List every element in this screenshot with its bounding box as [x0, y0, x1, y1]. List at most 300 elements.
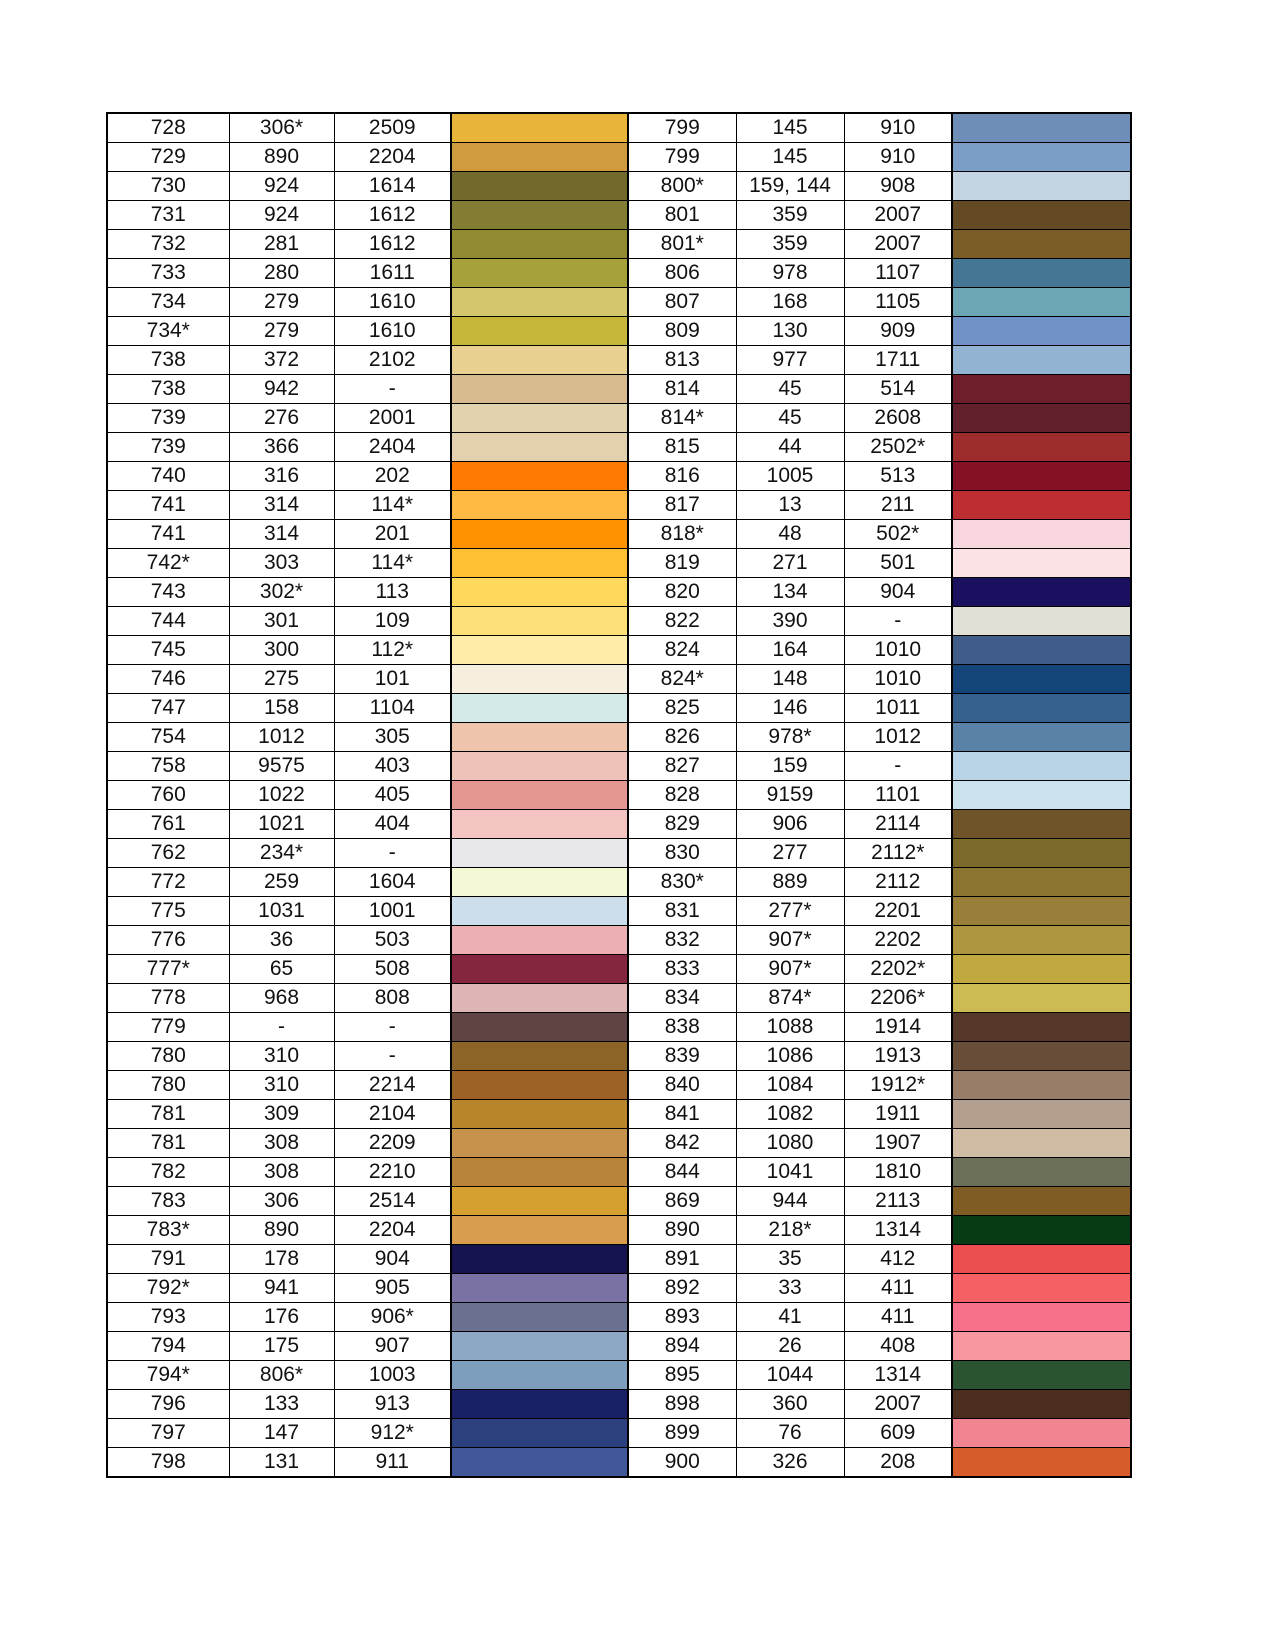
left-code-cell-2: 942 [229, 375, 334, 404]
right-code-cell-1: 799 [628, 143, 736, 172]
left-code-cell-1: 782 [107, 1158, 229, 1187]
left-code-cell-1: 744 [107, 607, 229, 636]
left-code-cell-1: 791 [107, 1245, 229, 1274]
table-row [107, 1216, 1131, 1245]
left-color-swatch [451, 1042, 628, 1071]
table-row [107, 665, 1131, 694]
right-code-cell-1: 829 [628, 810, 736, 839]
table-row [107, 839, 1131, 868]
left-code-cell-2: 924 [229, 201, 334, 230]
right-color-swatch [952, 1448, 1131, 1478]
left-code-cell-1: 776 [107, 926, 229, 955]
right-code-cell-2: 277* [736, 897, 844, 926]
left-code-cell-2: 308 [229, 1129, 334, 1158]
left-code-cell-2: 806* [229, 1361, 334, 1390]
right-code-cell-3: 1711 [844, 346, 952, 375]
left-code-cell-2: 1012 [229, 723, 334, 752]
right-code-cell-3: 910 [844, 143, 952, 172]
right-code-cell-2: 218* [736, 1216, 844, 1245]
table-row [107, 375, 1131, 404]
right-code-cell-2: 978* [736, 723, 844, 752]
table-row [107, 926, 1131, 955]
left-color-swatch [451, 1361, 628, 1390]
left-code-cell-1: 728 [107, 113, 229, 143]
right-code-cell-2: 359 [736, 230, 844, 259]
left-code-cell-1: 741 [107, 520, 229, 549]
color-conversion-table [106, 112, 1132, 1478]
right-code-cell-2: 145 [736, 143, 844, 172]
left-code-cell-1: 797 [107, 1419, 229, 1448]
left-code-cell-2: 968 [229, 984, 334, 1013]
left-color-swatch [451, 346, 628, 375]
left-code-cell-3: 114* [334, 491, 451, 520]
left-code-cell-2: 366 [229, 433, 334, 462]
left-code-cell-2: 158 [229, 694, 334, 723]
table-row [107, 259, 1131, 288]
right-color-swatch [952, 1390, 1131, 1419]
table-row [107, 1419, 1131, 1448]
left-code-cell-3: 202 [334, 462, 451, 491]
left-code-cell-2: 234* [229, 839, 334, 868]
right-code-cell-2: 130 [736, 317, 844, 346]
left-code-cell-3: 113 [334, 578, 451, 607]
right-code-cell-1: 820 [628, 578, 736, 607]
left-color-swatch [451, 752, 628, 781]
right-code-cell-3: 1912* [844, 1071, 952, 1100]
right-color-swatch [952, 113, 1131, 143]
right-code-cell-2: 134 [736, 578, 844, 607]
right-code-cell-1: 825 [628, 694, 736, 723]
left-code-cell-3: - [334, 375, 451, 404]
right-code-cell-2: 906 [736, 810, 844, 839]
right-code-cell-2: 33 [736, 1274, 844, 1303]
left-code-cell-2: 279 [229, 288, 334, 317]
table-row [107, 172, 1131, 201]
left-code-cell-3: 808 [334, 984, 451, 1013]
left-code-cell-3: 114* [334, 549, 451, 578]
left-code-cell-3: 1001 [334, 897, 451, 926]
table-row [107, 752, 1131, 781]
left-code-cell-3: 905 [334, 1274, 451, 1303]
right-code-cell-1: 806 [628, 259, 736, 288]
right-code-cell-3: 1810 [844, 1158, 952, 1187]
left-code-cell-2: 310 [229, 1042, 334, 1071]
right-code-cell-1: 801 [628, 201, 736, 230]
left-color-swatch [451, 665, 628, 694]
left-color-swatch [451, 810, 628, 839]
left-code-cell-1: 738 [107, 346, 229, 375]
right-code-cell-2: 35 [736, 1245, 844, 1274]
table-row [107, 433, 1131, 462]
left-color-swatch [451, 404, 628, 433]
table-row [107, 1274, 1131, 1303]
left-code-cell-2: 276 [229, 404, 334, 433]
left-code-cell-1: 779 [107, 1013, 229, 1042]
right-code-cell-2: 1041 [736, 1158, 844, 1187]
right-code-cell-3: 904 [844, 578, 952, 607]
left-code-cell-2: 302* [229, 578, 334, 607]
right-code-cell-2: 978 [736, 259, 844, 288]
left-code-cell-2: 147 [229, 1419, 334, 1448]
right-code-cell-1: 898 [628, 1390, 736, 1419]
left-color-swatch [451, 1274, 628, 1303]
right-code-cell-3: 2502* [844, 433, 952, 462]
left-code-cell-1: 772 [107, 868, 229, 897]
right-code-cell-1: 814* [628, 404, 736, 433]
left-code-cell-1: 794* [107, 1361, 229, 1390]
left-code-cell-2: 9575 [229, 752, 334, 781]
table-row [107, 781, 1131, 810]
right-code-cell-1: 831 [628, 897, 736, 926]
left-color-swatch [451, 1158, 628, 1187]
left-color-swatch [451, 1419, 628, 1448]
right-code-cell-1: 890 [628, 1216, 736, 1245]
left-code-cell-3: 2209 [334, 1129, 451, 1158]
left-code-cell-2: 303 [229, 549, 334, 578]
right-color-swatch [952, 578, 1131, 607]
right-code-cell-1: 841 [628, 1100, 736, 1129]
table-row [107, 317, 1131, 346]
table-row [107, 491, 1131, 520]
right-code-cell-2: 1044 [736, 1361, 844, 1390]
right-color-swatch [952, 491, 1131, 520]
right-color-swatch [952, 1361, 1131, 1390]
right-code-cell-2: 1005 [736, 462, 844, 491]
right-color-swatch [952, 926, 1131, 955]
right-color-swatch [952, 172, 1131, 201]
right-color-swatch [952, 781, 1131, 810]
left-code-cell-3: 405 [334, 781, 451, 810]
right-color-swatch [952, 1274, 1131, 1303]
left-color-swatch [451, 984, 628, 1013]
left-code-cell-1: 731 [107, 201, 229, 230]
right-code-cell-3: 1010 [844, 665, 952, 694]
left-code-cell-3: 1003 [334, 1361, 451, 1390]
right-color-swatch [952, 1042, 1131, 1071]
left-code-cell-1: 747 [107, 694, 229, 723]
right-color-swatch [952, 259, 1131, 288]
left-color-swatch [451, 1216, 628, 1245]
left-code-cell-3: - [334, 1013, 451, 1042]
left-code-cell-3: 913 [334, 1390, 451, 1419]
right-code-cell-2: 45 [736, 404, 844, 433]
right-code-cell-3: 909 [844, 317, 952, 346]
left-code-cell-1: 734* [107, 317, 229, 346]
left-code-cell-2: 1022 [229, 781, 334, 810]
right-code-cell-3: 1011 [844, 694, 952, 723]
right-color-swatch [952, 723, 1131, 752]
right-code-cell-2: 26 [736, 1332, 844, 1361]
left-color-swatch [451, 868, 628, 897]
left-code-cell-1: 730 [107, 172, 229, 201]
left-color-swatch [451, 172, 628, 201]
table-row [107, 607, 1131, 636]
right-code-cell-2: 907* [736, 955, 844, 984]
right-code-cell-1: 899 [628, 1419, 736, 1448]
right-code-cell-2: 907* [736, 926, 844, 955]
left-code-cell-3: 101 [334, 665, 451, 694]
table-row [107, 1187, 1131, 1216]
left-color-swatch [451, 839, 628, 868]
right-code-cell-2: 326 [736, 1448, 844, 1478]
left-code-cell-1: 732 [107, 230, 229, 259]
left-code-cell-1: 781 [107, 1129, 229, 1158]
right-code-cell-1: 822 [628, 607, 736, 636]
right-code-cell-1: 830 [628, 839, 736, 868]
left-code-cell-3: 1604 [334, 868, 451, 897]
left-code-cell-1: 740 [107, 462, 229, 491]
right-code-cell-3: 1911 [844, 1100, 952, 1129]
right-code-cell-3: 2113 [844, 1187, 952, 1216]
left-code-cell-1: 793 [107, 1303, 229, 1332]
right-code-cell-2: 944 [736, 1187, 844, 1216]
right-color-swatch [952, 607, 1131, 636]
right-color-swatch [952, 462, 1131, 491]
right-color-swatch [952, 810, 1131, 839]
right-code-cell-3: 211 [844, 491, 952, 520]
left-code-cell-1: 734 [107, 288, 229, 317]
right-color-swatch [952, 346, 1131, 375]
left-code-cell-1: 778 [107, 984, 229, 1013]
right-code-cell-3: 908 [844, 172, 952, 201]
right-code-cell-3: 502* [844, 520, 952, 549]
left-code-cell-3: 1610 [334, 317, 451, 346]
left-code-cell-3: 2204 [334, 143, 451, 172]
right-color-swatch [952, 1216, 1131, 1245]
right-color-swatch [952, 839, 1131, 868]
table-row [107, 462, 1131, 491]
right-code-cell-3: 2007 [844, 230, 952, 259]
table-row [107, 113, 1131, 143]
left-color-swatch [451, 549, 628, 578]
right-code-cell-1: 892 [628, 1274, 736, 1303]
right-color-swatch [952, 1071, 1131, 1100]
right-code-cell-3: 609 [844, 1419, 952, 1448]
left-code-cell-3: 2102 [334, 346, 451, 375]
table-body [107, 113, 1131, 1477]
left-code-cell-1: 777* [107, 955, 229, 984]
table-row [107, 346, 1131, 375]
left-code-cell-2: 306 [229, 1187, 334, 1216]
right-code-cell-1: 844 [628, 1158, 736, 1187]
left-code-cell-1: 738 [107, 375, 229, 404]
left-code-cell-3: 907 [334, 1332, 451, 1361]
left-code-cell-1: 746 [107, 665, 229, 694]
table-row [107, 810, 1131, 839]
right-code-cell-1: 891 [628, 1245, 736, 1274]
left-code-cell-3: 2001 [334, 404, 451, 433]
right-code-cell-3: 2608 [844, 404, 952, 433]
right-color-swatch [952, 1332, 1131, 1361]
left-code-cell-3: 2214 [334, 1071, 451, 1100]
left-code-cell-3: 904 [334, 1245, 451, 1274]
left-code-cell-1: 742* [107, 549, 229, 578]
left-code-cell-2: 131 [229, 1448, 334, 1478]
right-code-cell-3: 1012 [844, 723, 952, 752]
left-color-swatch [451, 113, 628, 143]
right-code-cell-2: 9159 [736, 781, 844, 810]
right-code-cell-1: 839 [628, 1042, 736, 1071]
left-code-cell-1: 760 [107, 781, 229, 810]
right-color-swatch [952, 694, 1131, 723]
right-code-cell-1: 832 [628, 926, 736, 955]
left-color-swatch [451, 259, 628, 288]
right-code-cell-1: 818* [628, 520, 736, 549]
left-code-cell-1: 745 [107, 636, 229, 665]
right-code-cell-3: - [844, 752, 952, 781]
left-code-cell-3: 906* [334, 1303, 451, 1332]
right-code-cell-1: 842 [628, 1129, 736, 1158]
left-color-swatch [451, 201, 628, 230]
right-code-cell-2: 360 [736, 1390, 844, 1419]
left-code-cell-3: 1612 [334, 230, 451, 259]
right-code-cell-3: 1010 [844, 636, 952, 665]
right-color-swatch [952, 143, 1131, 172]
left-code-cell-3: 305 [334, 723, 451, 752]
left-code-cell-3: 404 [334, 810, 451, 839]
left-code-cell-3: 1612 [334, 201, 451, 230]
right-code-cell-1: 816 [628, 462, 736, 491]
table-row [107, 694, 1131, 723]
left-code-cell-1: 794 [107, 1332, 229, 1361]
table-row [107, 404, 1131, 433]
left-color-swatch [451, 1129, 628, 1158]
table-row [107, 636, 1131, 665]
right-code-cell-1: 807 [628, 288, 736, 317]
right-code-cell-2: 359 [736, 201, 844, 230]
left-code-cell-1: 792* [107, 1274, 229, 1303]
right-code-cell-3: 208 [844, 1448, 952, 1478]
right-code-cell-3: 2007 [844, 201, 952, 230]
right-code-cell-1: 815 [628, 433, 736, 462]
table-row [107, 201, 1131, 230]
right-code-cell-2: 889 [736, 868, 844, 897]
left-code-cell-3: 503 [334, 926, 451, 955]
right-code-cell-1: 819 [628, 549, 736, 578]
left-code-cell-1: 743 [107, 578, 229, 607]
left-code-cell-3: 112* [334, 636, 451, 665]
right-code-cell-3: 2206* [844, 984, 952, 1013]
table-row [107, 1332, 1131, 1361]
left-code-cell-1: 796 [107, 1390, 229, 1419]
left-code-cell-2: 1031 [229, 897, 334, 926]
left-color-swatch [451, 433, 628, 462]
left-code-cell-1: 733 [107, 259, 229, 288]
right-color-swatch [952, 520, 1131, 549]
right-color-swatch [952, 752, 1131, 781]
right-code-cell-2: 41 [736, 1303, 844, 1332]
right-code-cell-2: 145 [736, 113, 844, 143]
left-code-cell-1: 783* [107, 1216, 229, 1245]
right-code-cell-1: 869 [628, 1187, 736, 1216]
left-code-cell-3: 911 [334, 1448, 451, 1478]
right-color-swatch [952, 1245, 1131, 1274]
left-code-cell-2: 372 [229, 346, 334, 375]
right-code-cell-1: 840 [628, 1071, 736, 1100]
right-code-cell-2: 44 [736, 433, 844, 462]
table-row [107, 1303, 1131, 1332]
right-color-swatch [952, 1187, 1131, 1216]
left-code-cell-2: 924 [229, 172, 334, 201]
right-code-cell-2: 159 [736, 752, 844, 781]
left-code-cell-1: 780 [107, 1071, 229, 1100]
left-code-cell-2: 890 [229, 1216, 334, 1245]
right-code-cell-3: 1914 [844, 1013, 952, 1042]
left-color-swatch [451, 955, 628, 984]
right-code-cell-3: 501 [844, 549, 952, 578]
right-code-cell-2: 1086 [736, 1042, 844, 1071]
left-code-cell-3: - [334, 1042, 451, 1071]
left-code-cell-3: 912* [334, 1419, 451, 1448]
left-code-cell-1: 781 [107, 1100, 229, 1129]
table-row [107, 955, 1131, 984]
left-code-cell-1: 754 [107, 723, 229, 752]
table-row [107, 1071, 1131, 1100]
right-code-cell-1: 827 [628, 752, 736, 781]
right-color-swatch [952, 230, 1131, 259]
left-code-cell-1: 761 [107, 810, 229, 839]
right-code-cell-1: 895 [628, 1361, 736, 1390]
left-code-cell-2: 280 [229, 259, 334, 288]
right-code-cell-1: 833 [628, 955, 736, 984]
left-color-swatch [451, 491, 628, 520]
left-code-cell-1: 783 [107, 1187, 229, 1216]
left-code-cell-2: 275 [229, 665, 334, 694]
right-code-cell-3: 2114 [844, 810, 952, 839]
left-code-cell-2: 941 [229, 1274, 334, 1303]
left-code-cell-3: 1614 [334, 172, 451, 201]
right-code-cell-3: 514 [844, 375, 952, 404]
right-color-swatch [952, 1303, 1131, 1332]
left-code-cell-2: 300 [229, 636, 334, 665]
table-row [107, 1100, 1131, 1129]
left-code-cell-1: 762 [107, 839, 229, 868]
left-code-cell-1: 758 [107, 752, 229, 781]
right-code-cell-2: 390 [736, 607, 844, 636]
left-code-cell-3: 508 [334, 955, 451, 984]
right-code-cell-2: 76 [736, 1419, 844, 1448]
right-code-cell-2: 13 [736, 491, 844, 520]
left-color-swatch [451, 288, 628, 317]
table-row [107, 1013, 1131, 1042]
left-code-cell-3: 2404 [334, 433, 451, 462]
right-code-cell-2: 164 [736, 636, 844, 665]
right-code-cell-1: 834 [628, 984, 736, 1013]
left-color-swatch [451, 1187, 628, 1216]
left-code-cell-2: 259 [229, 868, 334, 897]
right-code-cell-3: - [844, 607, 952, 636]
right-code-cell-3: 2202 [844, 926, 952, 955]
left-code-cell-2: 314 [229, 520, 334, 549]
left-color-swatch [451, 636, 628, 665]
left-color-swatch [451, 578, 628, 607]
right-code-cell-3: 1913 [844, 1042, 952, 1071]
left-code-cell-3: 2204 [334, 1216, 451, 1245]
left-code-cell-2: 890 [229, 143, 334, 172]
right-color-swatch [952, 1013, 1131, 1042]
right-code-cell-3: 408 [844, 1332, 952, 1361]
right-code-cell-1: 893 [628, 1303, 736, 1332]
left-code-cell-2: 1021 [229, 810, 334, 839]
left-code-cell-3: 1610 [334, 288, 451, 317]
right-code-cell-1: 801* [628, 230, 736, 259]
right-color-swatch [952, 375, 1131, 404]
left-code-cell-2: 176 [229, 1303, 334, 1332]
right-code-cell-3: 412 [844, 1245, 952, 1274]
left-code-cell-1: 741 [107, 491, 229, 520]
table-row [107, 1129, 1131, 1158]
table-row [107, 723, 1131, 752]
